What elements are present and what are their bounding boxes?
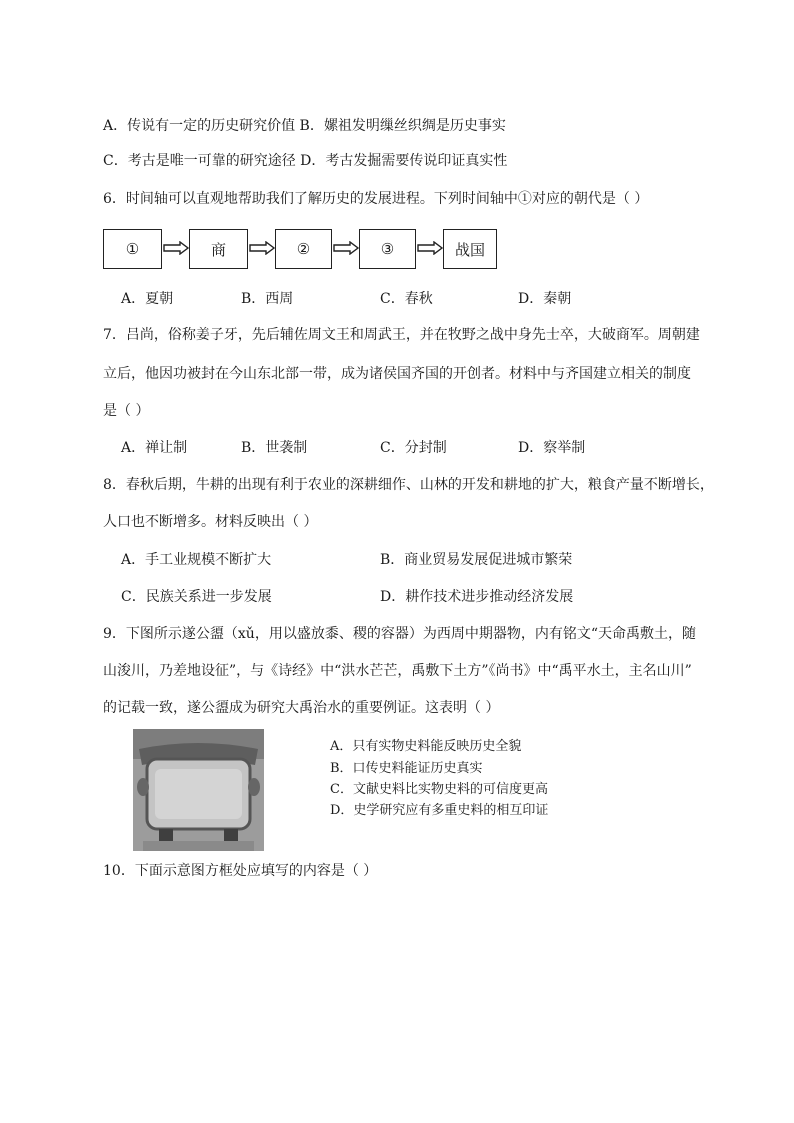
q5-options-line-2: C．考古是唯一可靠的研究途径 D．考古发掘需要传说印证真实性	[103, 153, 508, 169]
q9-stem-line-2: 山浚川，乃差地设征”，与《诗经》中“洪水芒芒，禹敷下土方”《尚书》中“禹平水土，主名山川”	[103, 663, 692, 679]
q7-option-b: B．世袭制	[241, 440, 308, 456]
timeline-box-4: ③	[359, 229, 416, 269]
q6-option-b: B．西周	[241, 291, 294, 307]
timeline-box-5: 战国	[443, 229, 497, 269]
bronze-vessel-photo	[133, 729, 264, 851]
q8-stem-line-1: 8．春秋后期，牛耕的出现有利于农业的深耕细作、山林的开发和耕地的扩大，粮食产量不断增长，	[103, 477, 714, 493]
q8-stem-line-2: 人口也不断增多。材料反映出（ ）	[103, 514, 318, 530]
q8-option-b: B．商业贸易发展促进城市繁荣	[380, 552, 573, 568]
timeline-box-2: 商	[189, 229, 248, 269]
q6-option-a: A．夏朝	[121, 291, 174, 307]
q8-option-c: C．民族关系进一步发展	[121, 589, 272, 605]
timeline-box-1: ①	[103, 229, 162, 269]
q6-option-c: C．春秋	[380, 291, 433, 307]
q8-option-d: D．耕作技术进步推动经济发展	[380, 589, 574, 605]
q7-option-c: C．分封制	[380, 440, 447, 456]
q7-stem-line-1: 7．吕尚，俗称姜子牙，先后辅佐周文王和周武王，并在牧野之战中身先士卒，大破商军。周朝建	[103, 327, 700, 343]
q9-option-a: A．只有实物史料能反映历史全貌	[330, 739, 522, 754]
q9-option-b: B．口传史料能证历史真实	[330, 761, 483, 776]
q7-stem-line-3: 是（ ）	[103, 403, 150, 419]
q9-option-c: C．文献史料比实物史料的可信度更高	[330, 782, 548, 797]
q7-option-d: D．察举制	[518, 440, 586, 456]
arrow-right-icon	[333, 241, 359, 255]
arrow-right-icon	[417, 241, 443, 255]
q6-option-d: D．秦朝	[518, 291, 572, 307]
q9-stem-line-3: 的记载一致，遂公盨成为研究大禹治水的重要例证。这表明（ ）	[103, 700, 500, 716]
arrow-right-icon	[249, 241, 275, 255]
q9-option-d: D．史学研究应有多重史料的相互印证	[330, 803, 549, 818]
q5-options-line-1: A．传说有一定的历史研究价值 B．嫘祖发明缫丝织绸是历史事实	[103, 118, 506, 134]
q9-stem-line-1: 9．下图所示遂公盨（xǔ，用以盛放黍、稷的容器）为西周中期器物，内有铭文“天命禹敷土，随	[103, 626, 696, 642]
q6-stem: 6．时间轴可以直观地帮助我们了解历史的发展进程。下列时间轴中①对应的朝代是（ ）	[103, 191, 649, 207]
q10-stem: 10．下面示意图方框处应填写的内容是（ ）	[103, 863, 378, 879]
q7-stem-line-2: 立后，他因功被封在今山东北部一带，成为诸侯国齐国的开创者。材料中与齐国建立相关的制度	[103, 366, 691, 382]
timeline-box-3: ②	[275, 229, 332, 269]
q7-option-a: A．禅让制	[121, 440, 188, 456]
q8-option-a: A．手工业规模不断扩大	[121, 552, 272, 568]
arrow-right-icon	[163, 241, 189, 255]
